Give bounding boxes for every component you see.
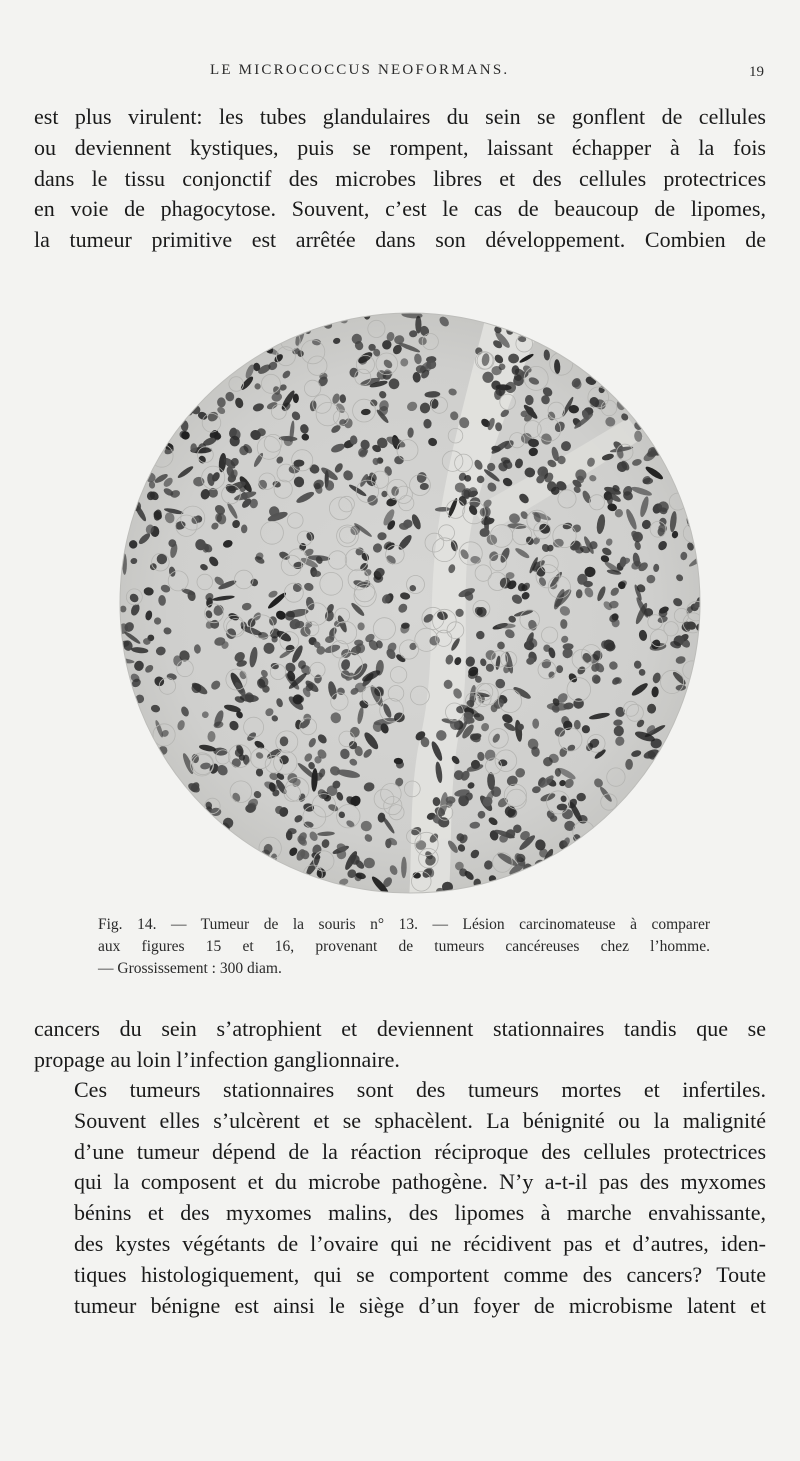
- text-line: qui la composent et du microbe pathogène. N’y a-t-il pas des myxomes: [74, 1169, 766, 1195]
- text-line: cancers du sein s’atrophient et deviennent stationnaires tandis que se: [34, 1016, 766, 1041]
- running-title: LE MICROCOCCUS NEOFORMANS.: [210, 62, 510, 78]
- cell-nucleus: [456, 609, 464, 617]
- text-line: d’une tumeur dépend de la réaction réciproque des cellules protectrices: [74, 1138, 766, 1164]
- text-line: Ces tumeurs stationnaires sont des tumeurs mortes et infertiles.: [74, 1077, 766, 1102]
- text-line: propage au loin l’infection ganglionnaire.: [34, 1046, 400, 1072]
- text-line: bénins et des myxomes malins, des lipomes à marche envahissante,: [74, 1200, 766, 1226]
- micrograph-figure: [108, 308, 712, 898]
- cell-nucleus: [496, 623, 515, 628]
- paragraph-top: [34, 102, 766, 256]
- figure-caption: [98, 914, 710, 980]
- cell-nucleus: [385, 839, 391, 849]
- text-line: Souvent elles s’ulcèrent et se sphacèlent. La bénignité ou la malignité: [74, 1107, 766, 1133]
- caption-line: aux figures 15 et 16, provenant de tumeurs cancéreuses chez l’homme.: [98, 938, 710, 955]
- caption-line: — Grossissement : 300 diam.: [98, 960, 282, 977]
- page-number: 19: [749, 64, 764, 80]
- text-line: tumeur bénigne est ainsi le siège d’un foyer de microbisme latent et: [74, 1292, 766, 1318]
- paragraph-bottom-a: [34, 1014, 766, 1076]
- caption-line: Fig. 14. — Tumeur de la souris n° 13. — Lésion carcinomateuse à comparer: [98, 916, 710, 933]
- text-line: des kystes végétants de l’ovaire qui ne récidivent pas et d’autres, iden-: [74, 1230, 766, 1256]
- text-line: tiques histologiquement, qui se comportent comme des cancers? Toute: [74, 1261, 766, 1287]
- text-line: la tumeur primitive est arrêtée dans son développement. Combien de: [34, 227, 766, 253]
- paragraph-bottom-b: [34, 1075, 766, 1321]
- running-head: [0, 62, 800, 86]
- text-line: en voie de phagocytose. Souvent, c’est le cas de beaucoup de lipomes,: [34, 196, 766, 222]
- text-line: ou deviennent kystiques, puis se rompent, laissant échapper à la fois: [34, 134, 766, 160]
- micrograph-image: [108, 308, 712, 898]
- text-line: dans le tissu conjonctif des microbes libres et des cellules protectrices: [34, 165, 766, 191]
- text-line: est plus virulent: les tubes glandulaires du sein se gonflent de cellules: [34, 104, 766, 129]
